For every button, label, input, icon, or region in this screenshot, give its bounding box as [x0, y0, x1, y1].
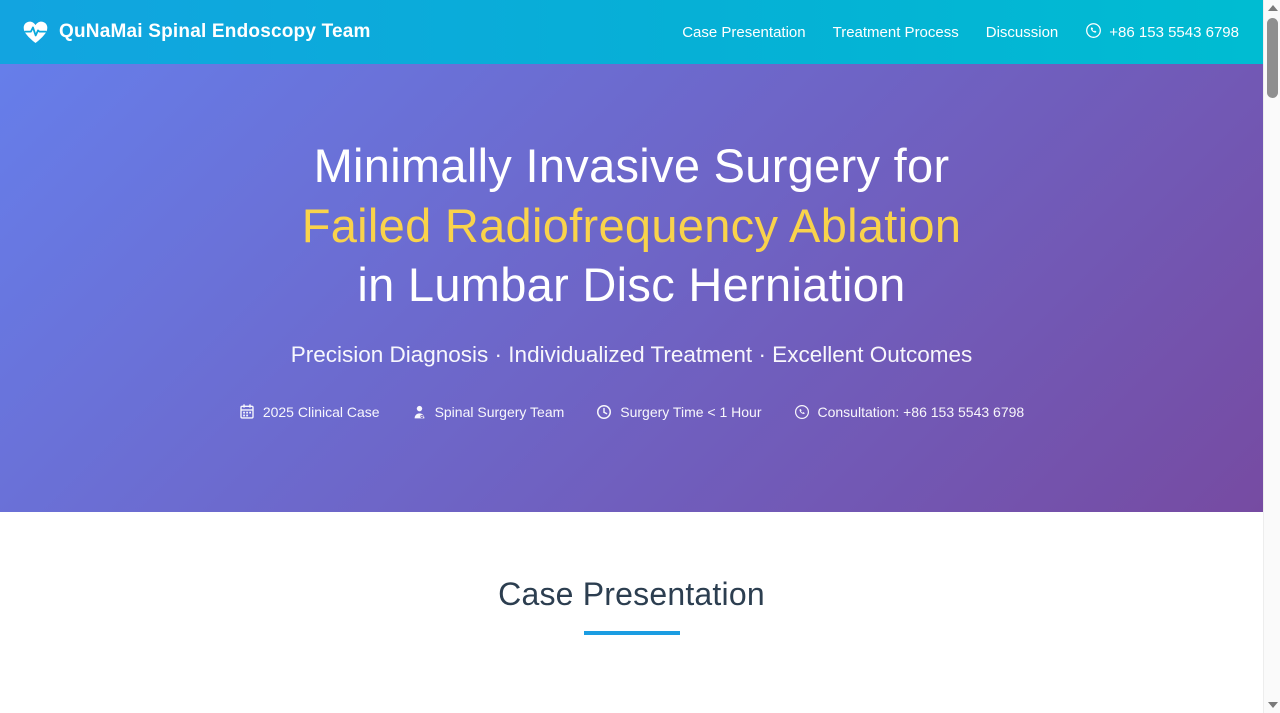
meta-consultation: [794, 404, 1025, 420]
calendar-icon: [239, 403, 255, 420]
hero-title: [302, 136, 962, 315]
whatsapp-icon: [794, 404, 810, 420]
nav-phone-link[interactable]: [1085, 22, 1239, 43]
case-presentation-section: [0, 512, 1263, 635]
nav-phone-number: +86 153 5543 6798: [1109, 23, 1239, 41]
nav-treatment-process[interactable]: Treatment Process: [832, 23, 959, 41]
clock-icon: [596, 404, 612, 420]
brand[interactable]: [22, 20, 371, 45]
meta-surgery-team-label: Spinal Surgery Team: [434, 403, 565, 420]
doctor-icon: [412, 404, 427, 420]
meta-surgery-time-label: Surgery Time < 1 Hour: [620, 403, 762, 420]
hero-title-line2-highlight: Failed Radiofrequency Ablation: [301, 198, 962, 252]
whatsapp-icon: [1085, 22, 1102, 43]
hero-title-line3: in Lumbar Disc Herniation: [357, 258, 906, 312]
heartbeat-icon: [22, 20, 49, 45]
top-navigation-bar: [0, 0, 1263, 64]
meta-clinical-case: [239, 403, 380, 420]
brand-name: QuNaMai Spinal Endoscopy Team: [59, 21, 371, 42]
hero-subtitle: Precision Diagnosis · Individualized Treatment · Excellent Outcomes: [290, 342, 973, 368]
scrollbar-up-arrow[interactable]: [1264, 0, 1280, 16]
nav-case-presentation[interactable]: Case Presentation: [682, 23, 806, 41]
vertical-scrollbar[interactable]: [1263, 0, 1280, 713]
hero-meta-row: [239, 403, 1024, 420]
meta-clinical-case-label: 2025 Clinical Case: [262, 403, 380, 420]
scrollbar-down-arrow[interactable]: [1264, 697, 1280, 713]
scrollbar-thumb[interactable]: [1267, 18, 1278, 98]
section-title: Case Presentation: [498, 576, 765, 612]
meta-surgery-time: [596, 404, 761, 420]
main-nav: [682, 22, 1239, 43]
hero-title-line1: Minimally Invasive Surgery for: [313, 139, 950, 192]
nav-discussion[interactable]: Discussion: [985, 23, 1059, 41]
hero-section: [0, 64, 1263, 512]
meta-surgery-team: [412, 404, 565, 420]
section-title-underline: [584, 631, 680, 635]
meta-consultation-label: Consultation: +86 153 5543 6798: [817, 403, 1025, 420]
